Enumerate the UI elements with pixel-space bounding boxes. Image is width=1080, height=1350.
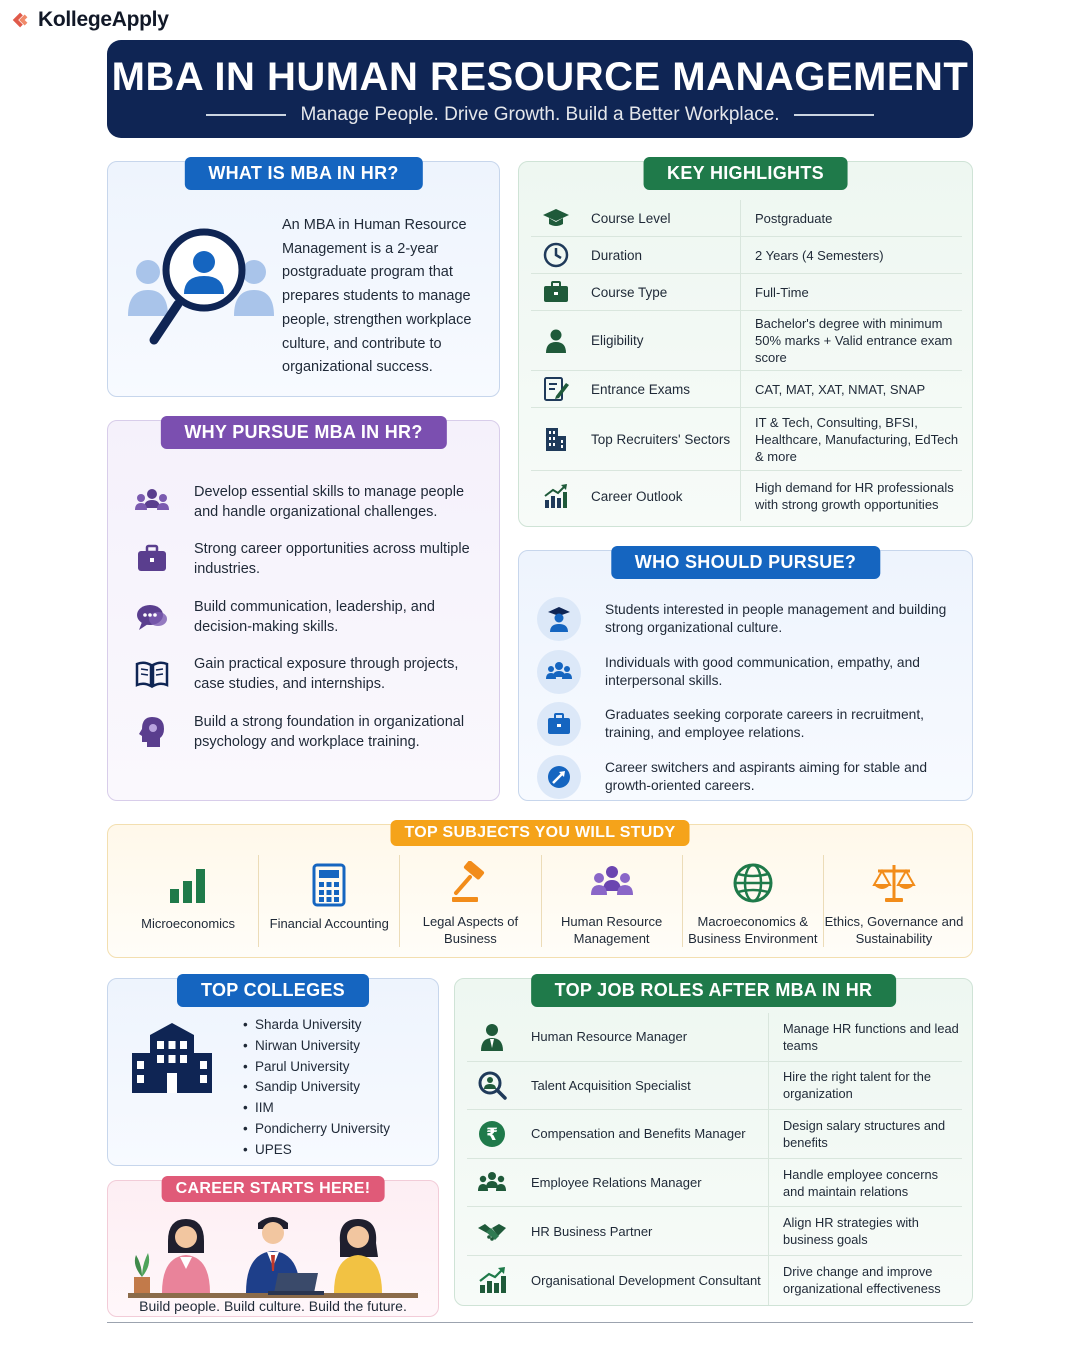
job-role: Employee Relations Manager	[517, 1159, 769, 1207]
top-job-roles-card	[454, 978, 973, 1306]
hero-subtitle: Manage People. Drive Growth. Build a Better Workplace.	[300, 104, 780, 125]
briefcase-icon	[545, 710, 573, 738]
key-value: Postgraduate	[755, 210, 833, 226]
scales-icon	[872, 861, 916, 905]
table-row	[467, 1207, 962, 1256]
subtitle-rule-left	[206, 114, 286, 116]
bar-chart-icon	[166, 863, 210, 907]
list-item	[824, 855, 964, 947]
list-item	[130, 588, 490, 646]
list-item	[130, 531, 490, 589]
table-row	[531, 471, 962, 521]
handshake-icon	[477, 1216, 507, 1246]
graduate-icon	[545, 605, 573, 633]
subject-name: Legal Aspects of Business	[422, 914, 519, 946]
key-label: Top Recruiters' Sectors	[581, 408, 741, 470]
job-description: Manage HR functions and lead teams	[783, 1020, 959, 1053]
table-row	[531, 311, 962, 371]
list-item	[130, 646, 490, 704]
chat-bubble-icon	[134, 599, 170, 635]
manager-icon	[477, 1022, 507, 1052]
key-label: Career Outlook	[581, 471, 741, 521]
career-heading: CAREER STARTS HERE!	[162, 1176, 385, 1202]
key-label: Course Level	[581, 200, 741, 236]
hero-banner	[107, 40, 973, 138]
job-description: Handle employee concerns and maintain relations	[783, 1166, 939, 1199]
list-item	[537, 593, 967, 646]
building-icon	[542, 425, 570, 453]
key-highlights-table	[531, 200, 962, 521]
briefcase-icon	[542, 278, 570, 306]
table-row	[531, 408, 962, 471]
subtitle-rule-right	[794, 114, 874, 116]
who-should-pursue-heading: WHO SHOULD PURSUE?	[611, 546, 880, 579]
key-value: Bachelor's degree with minimum 50% marks + Valid entrance exam score	[755, 316, 953, 365]
table-row	[531, 237, 962, 274]
compass-arrow-icon	[545, 763, 573, 791]
bottom-divider	[107, 1322, 973, 1323]
job-description: Design salary structures and benefits	[783, 1117, 946, 1150]
open-book-icon	[134, 656, 170, 692]
brand-name: KollegeApply	[38, 8, 169, 31]
list-item: • Sandip University	[243, 1077, 390, 1098]
key-label: Course Type	[581, 274, 741, 310]
table-row	[531, 200, 962, 237]
list-item	[537, 646, 967, 699]
subject-name: Macroeconomics & Business Environment	[688, 914, 818, 946]
why-pursue-heading: WHY PURSUE MBA IN HR?	[160, 416, 446, 449]
why-item-text: Strong career opportunities across multiple industries.	[194, 541, 470, 578]
list-item: • Nirwan University	[243, 1036, 390, 1057]
key-value: IT & Tech, Consulting, BFSI, Healthcare, Manufacturing, EdTech & more	[755, 414, 959, 464]
why-item-text: Build communication, leadership, and decision-making skills.	[194, 598, 435, 635]
clock-icon	[542, 241, 570, 269]
job-role: Human Resource Manager	[517, 1013, 769, 1061]
list-item	[537, 698, 967, 751]
briefcase-icon	[134, 541, 170, 577]
who-item-text: Individuals with good communication, empathy, and interpersonal skills.	[605, 654, 920, 688]
key-value: High demand for HR professionals with strong growth opportunities	[755, 480, 954, 512]
job-role: Compensation and Benefits Manager	[517, 1110, 769, 1158]
who-item-text: Graduates seeking corporate careers in recruitment, training, and employee relations.	[605, 707, 925, 741]
subject-name: Microeconomics	[141, 916, 236, 931]
gavel-icon	[448, 861, 492, 905]
list-item: • Parul University	[243, 1057, 390, 1078]
key-value: 2 Years (4 Semesters)	[755, 247, 884, 263]
why-item-text: Build a strong foundation in organizational psychology and workplace training.	[194, 713, 465, 750]
key-label: Duration	[581, 237, 741, 273]
table-row	[467, 1159, 962, 1208]
list-item	[400, 855, 541, 947]
why-pursue-card	[107, 420, 500, 801]
table-row	[467, 1256, 962, 1305]
graduation-cap-icon	[542, 204, 570, 232]
key-label: Eligibility	[581, 311, 741, 370]
who-item-text: Career switchers and aspirants aiming for stable and growth-oriented careers.	[605, 759, 928, 793]
why-list	[130, 473, 490, 761]
list-item	[683, 855, 824, 947]
who-list	[537, 593, 967, 803]
university-building-icon	[130, 1021, 214, 1097]
team-illustration	[128, 1207, 418, 1303]
head-profile-icon	[134, 714, 170, 750]
people-group-icon	[545, 658, 573, 686]
table-row	[467, 1013, 962, 1062]
job-roles-table	[467, 1013, 962, 1305]
career-footer-text: Build people. Build culture. Build the future.	[139, 1298, 407, 1314]
table-row	[467, 1062, 962, 1111]
list-item	[130, 473, 490, 531]
who-item-text: Students interested in people management and building strong organizational culture.	[605, 602, 947, 636]
edit-document-icon	[542, 375, 570, 403]
subject-name: Human Resource Management	[561, 914, 663, 946]
growth-chart-icon	[542, 482, 570, 510]
table-row	[467, 1110, 962, 1159]
what-is-card	[107, 161, 500, 397]
top-colleges-card	[107, 978, 439, 1166]
job-role: Organisational Development Consultant	[517, 1256, 769, 1305]
subjects-row	[118, 855, 964, 947]
job-role: HR Business Partner	[517, 1207, 769, 1255]
list-item	[130, 703, 490, 761]
job-description: Hire the right talent for the organization	[783, 1069, 931, 1102]
top-colleges-heading: TOP COLLEGES	[177, 974, 369, 1007]
why-item-text: Gain practical exposure through projects, case studies, and internships.	[194, 656, 459, 693]
list-item: • IIM	[243, 1098, 390, 1119]
job-description: Align HR strategies with business goals	[783, 1215, 919, 1248]
subject-name: Financial Accounting	[269, 916, 389, 931]
why-item-text: Develop essential skills to manage people and handle organizational challenges.	[194, 483, 465, 520]
key-label: Entrance Exams	[581, 371, 741, 407]
kollegeapply-logo-icon	[10, 9, 32, 31]
globe-icon	[731, 861, 775, 905]
magnifier-person-icon	[126, 224, 276, 354]
list-item	[259, 855, 400, 947]
job-role: Talent Acquisition Specialist	[517, 1062, 769, 1110]
list-item: • Pondicherry University	[243, 1119, 390, 1140]
growth-chart-icon	[477, 1265, 507, 1295]
colleges-list	[243, 1015, 390, 1161]
rupee-icon	[477, 1119, 507, 1149]
who-should-pursue-card	[518, 550, 973, 801]
svg-text:₹: ₹	[486, 1124, 498, 1145]
key-highlights-heading: KEY HIGHLIGHTS	[643, 157, 848, 190]
search-person-icon	[477, 1070, 507, 1100]
person-icon	[542, 327, 570, 355]
table-row	[531, 274, 962, 311]
table-row	[531, 371, 962, 408]
list-item: • Sharda University	[243, 1015, 390, 1036]
top-job-roles-heading: TOP JOB ROLES AFTER MBA IN HR	[531, 974, 897, 1007]
what-is-heading: WHAT IS MBA IN HR?	[184, 157, 422, 190]
key-highlights-card	[518, 161, 973, 527]
top-subjects-card	[107, 824, 973, 958]
list-item	[118, 855, 259, 947]
people-group-icon	[477, 1168, 507, 1198]
career-starts-card	[107, 1180, 439, 1317]
list-item	[537, 751, 967, 804]
people-group-icon	[590, 861, 634, 905]
what-is-text: An MBA in Human Resource Management is a 2-year postgraduate program that prepares students to manage people, strengthen workplace culture, and contribute to organizational success.	[282, 217, 472, 376]
people-group-icon	[134, 484, 170, 520]
page-title: MBA IN HUMAN RESOURCE MANAGEMENT	[111, 55, 969, 99]
list-item: • UPES	[243, 1140, 390, 1161]
top-subjects-heading: TOP SUBJECTS YOU WILL STUDY	[391, 820, 690, 846]
calculator-icon	[307, 863, 351, 907]
subject-name: Ethics, Governance and Sustainability	[824, 914, 964, 946]
key-value: CAT, MAT, XAT, NMAT, SNAP	[755, 381, 926, 397]
list-item	[542, 855, 683, 947]
key-value: Full-Time	[755, 284, 809, 300]
job-description: Drive change and improve organizational effectiveness	[783, 1264, 941, 1297]
brand-logo[interactable]	[10, 8, 169, 32]
hero-subtitle-row	[107, 104, 973, 126]
